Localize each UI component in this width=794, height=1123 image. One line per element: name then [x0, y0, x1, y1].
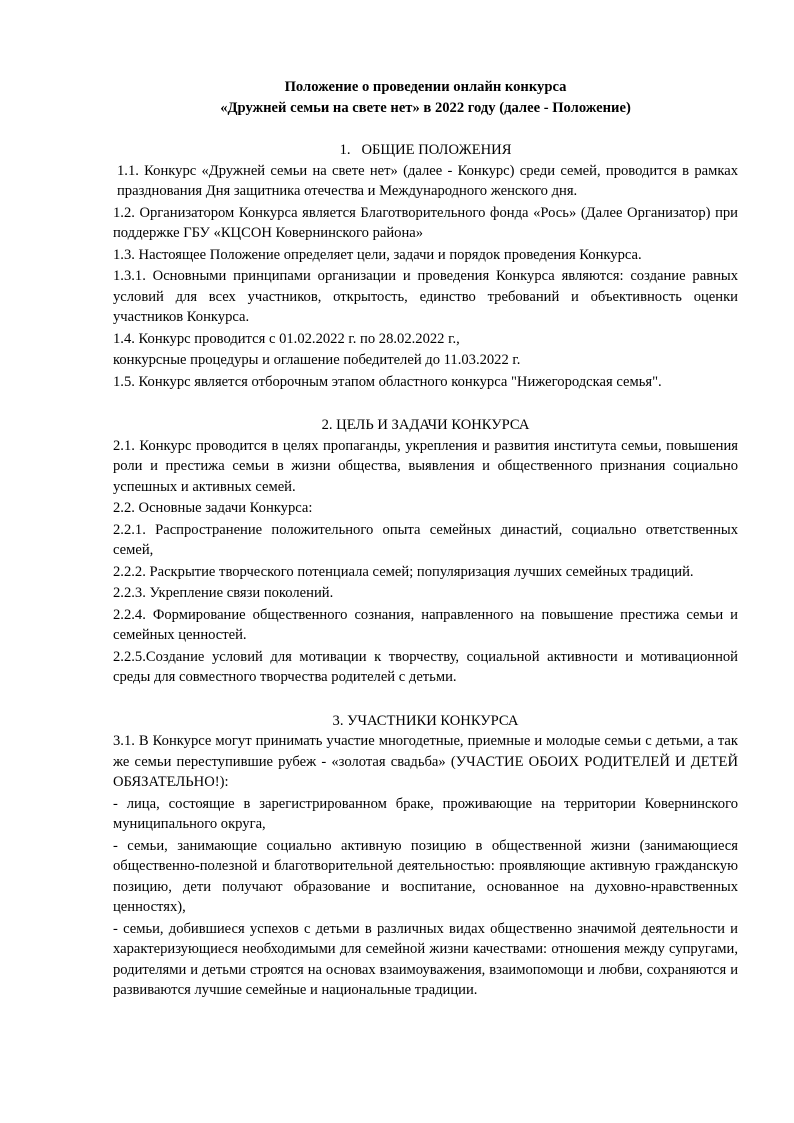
- paragraph-2-2-2: 2.2.2. Раскрытие творческого потенциала семей; популяризация лучших семейных традиций.: [113, 563, 694, 580]
- paragraph-1-5: 1.5. Конкурс является отборочным этапом областного конкурса "Нижегородская семья".: [113, 373, 662, 390]
- paragraph-2-2: 2.2. Основные задачи Конкурса:: [113, 500, 313, 516]
- paragraph-3-bullet-1: - лица, состоящие в зарегистрированном браке, проживающие на территории Ковернинского муниципального округа,: [113, 795, 738, 832]
- paragraph-1-4-cont: конкурсные процедуры и оглашение победителей до 11.03.2022 г.: [113, 352, 521, 368]
- paragraph-2-1: 2.1. Конкурс проводится в целях пропаганды, укрепления и развития института семьи, повышения роли и престижа семьи в жизни общества, выявления и общественного признания социально успешных и активных семей.: [113, 437, 738, 495]
- paragraph-2-2-3: 2.2.3. Укрепление связи поколений.: [113, 585, 334, 601]
- paragraph-2-2-4: 2.2.4. Формирование общественного сознания, направленного на повышение престижа семьи и семейных ценностей.: [113, 606, 738, 643]
- paragraph-1-2: 1.2. Организатором Конкурса является Благотворительного фонда «Рось» (Далее Организатор) при поддержке ГБУ «КЦСОН Ковернинского района»: [113, 204, 738, 241]
- section-2-heading: 2. ЦЕЛЬ И ЗАДАЧИ КОНКУРСА: [321, 417, 530, 433]
- paragraph-3-bullet-3: - семьи, добившиеся успехов с детьми в различных видах общественно значимой деятельности и характеризующиеся необходимыми для семейной жизни качествами: отношения между супругами, родителями и детьми строятся на основах взаимоуважения, взаимопомощи и любви, сохраняются и развиваются лучшие семейные и национальные традиции.: [113, 920, 738, 998]
- document-title-line-1: Положение о проведении онлайн конкурса: [284, 79, 567, 95]
- paragraph-2-2-1: 2.2.1. Распространение положительного опыта семейных династий, социально ответственных семей,: [113, 521, 738, 558]
- paragraph-3-bullet-2: - семьи, занимающие социально активную позицию в общественной жизни (занимающиеся общественно-полезной и благотворительной деятельностью: проявляющие активную гражданскую позицию, дети получают образование и воспитание, основанное на духовно-нравственных ценностях),: [113, 837, 738, 915]
- paragraph-1-4: 1.4. Конкурс проводится с 01.02.2022 г. по 28.02.2022 г.,: [113, 330, 460, 347]
- paragraph-1-1: 1.1. Конкурс «Дружней семьи на свете нет» (далее - Конкурс) среди семей, проводится в рамках празднования Дня защитника отечества и Международного женского дня.: [117, 162, 738, 199]
- section-1-heading: 1. ОБЩИЕ ПОЛОЖЕНИЯ: [339, 142, 512, 158]
- paragraph-3-1: 3.1. В Конкурсе могут принимать участие многодетные, приемные и молодые семьи с детьми, а так же семьи переступившие рубеж - «золотая свадьба» (УЧАСТИЕ ОБОИХ РОДИТЕЛЕЙ И ДЕТЕЙ ОБЯЗАТЕЛЬНО!):: [113, 733, 738, 790]
- paragraph-2-2-5: 2.2.5.Создание условий для мотивации к творчеству, социальной активности и мотивационной среды для совместного творчества родителей с детьми.: [113, 648, 738, 685]
- paragraph-1-3: 1.3. Настоящее Положение определяет цели, задачи и порядок проведения Конкурса.: [113, 246, 642, 263]
- section-3-heading: 3. УЧАСТНИКИ КОНКУРСА: [332, 712, 519, 729]
- paragraph-1-3-1: 1.3.1. Основными принципами организации и проведения Конкурса являются: создание равных условий для всех участников, открытость, единство требований и объективность оценки участников Конкурса.: [113, 268, 738, 325]
- document-title-line-2: «Дружней семьи на свете нет» в 2022 году (далее - Положение): [220, 99, 631, 116]
